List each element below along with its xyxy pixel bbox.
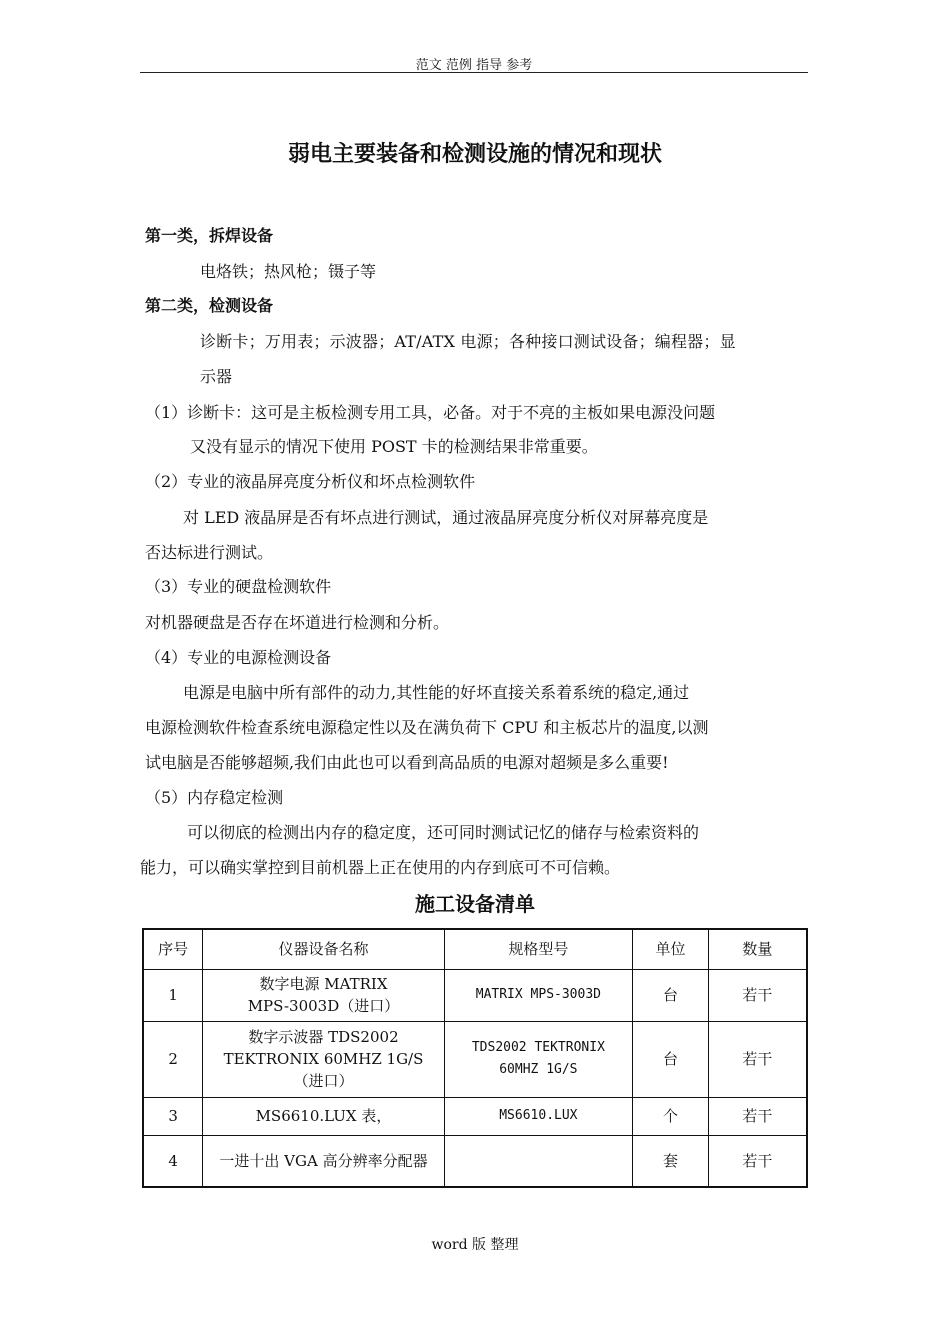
equipment-table — [142, 928, 808, 1188]
cell-name: 一进十出 VGA 高分辨率分配器 — [203, 1135, 444, 1187]
cell-qty: 若干 — [708, 969, 807, 1021]
cell-name-line: 数字示波器 TDS2002 — [248, 1028, 399, 1046]
subsection-heading: （4）专业的电源检测设备 — [145, 648, 332, 667]
cell-no: 2 — [143, 1021, 203, 1097]
table-row — [143, 1135, 807, 1187]
cell-spec — [444, 1021, 632, 1097]
cell-spec: MATRIX MPS-3003D — [444, 969, 632, 1021]
col-header-qty: 数量 — [708, 929, 807, 969]
table-header-row — [143, 929, 807, 969]
cell-name — [203, 969, 444, 1021]
cell-spec-line: TDS2002 TEKTRONIX — [471, 1040, 605, 1055]
subsection-heading: （2）专业的液晶屏亮度分析仪和坏点检测软件 — [145, 472, 476, 491]
table-title: 施工设备清单 — [415, 892, 535, 916]
paragraph-line: 可以彻底的检测出内存的稳定度，还可同时测试记忆的储存与检索资料的 — [187, 823, 700, 842]
paragraph-line: 又没有显示的情况下使用 POST 卡的检测结果非常重要。 — [190, 437, 598, 456]
cell-name-line: 数字电源 MATRIX — [259, 975, 388, 993]
subsection-heading: （5）内存稳定检测 — [145, 788, 284, 807]
paragraph-line: 示器 — [200, 367, 233, 386]
cell-qty: 若干 — [708, 1097, 807, 1135]
cell-unit: 个 — [633, 1097, 709, 1135]
cell-qty: 若干 — [708, 1135, 807, 1187]
cell-spec — [444, 1135, 632, 1187]
cell-unit: 套 — [633, 1135, 709, 1187]
cell-spec: MS6610.LUX — [444, 1097, 632, 1135]
cell-no: 1 — [143, 969, 203, 1021]
page-header: 范文 范例 指导 参考 — [415, 58, 533, 73]
col-header-name: 仪器设备名称 — [203, 929, 444, 969]
cell-no: 3 — [143, 1097, 203, 1135]
table-row — [143, 1097, 807, 1135]
paragraph-line: 否达标进行测试。 — [145, 543, 274, 562]
paragraph-line: 试电脑是否能够超频,我们由此也可以看到高品质的电源对超频是多么重要! — [145, 753, 669, 772]
section-heading-1: 第一类，拆焊设备 — [145, 226, 274, 245]
paragraph-line: 对 LED 液晶屏是否有坏点进行测试，通过液晶屏亮度分析仪对屏幕亮度是 — [183, 508, 709, 527]
col-header-spec: 规格型号 — [444, 929, 632, 969]
table-row — [143, 1021, 807, 1097]
paragraph-line: 能力，可以确实掌控到目前机器上正在使用的内存到底可不可信赖。 — [140, 858, 621, 877]
cell-name — [203, 1021, 444, 1097]
cell-name: MS6610.LUX 表， — [203, 1097, 444, 1135]
cell-no: 4 — [143, 1135, 203, 1187]
paragraph-line: 电源是电脑中所有部件的动力,其性能的好坏直接关系着系统的稳定,通过 — [183, 683, 690, 702]
cell-qty: 若干 — [708, 1021, 807, 1097]
page-footer: word 版 整理 — [431, 1237, 519, 1253]
subsection-heading: （3）专业的硬盘检测软件 — [145, 577, 332, 596]
cell-spec-line: 60MHZ 1G/S — [499, 1062, 578, 1077]
paragraph-line: 对机器硬盘是否存在坏道进行检测和分析。 — [145, 613, 450, 632]
cell-unit: 台 — [633, 1021, 709, 1097]
paragraph-line: 诊断卡；万用表；示波器；AT/ATX 电源；各种接口测试设备；编程器；显 — [200, 332, 736, 351]
section-heading-2: 第二类，检测设备 — [145, 296, 274, 315]
paragraph-line: （1）诊断卡：这可是主板检测专用工具，必备。对于不亮的主板如果电源没问题 — [145, 403, 716, 422]
document-title: 弱电主要装备和检测设施的情况和现状 — [287, 141, 662, 167]
paragraph-line: 电源检测软件检查系统电源稳定性以及在满负荷下 CPU 和主板芯片的温度,以测 — [145, 718, 709, 737]
cell-name-line: MPS-3003D（进口） — [247, 997, 400, 1015]
col-header-unit: 单位 — [633, 929, 709, 969]
col-header-no: 序号 — [143, 929, 203, 969]
table-row — [143, 969, 807, 1021]
cell-name-line: TEKTRONIX 60MHZ 1G/S（进口） — [223, 1050, 424, 1090]
cell-unit: 台 — [633, 969, 709, 1021]
header-rule — [140, 72, 808, 73]
paragraph-line: 电烙铁；热风枪；镊子等 — [200, 262, 377, 281]
